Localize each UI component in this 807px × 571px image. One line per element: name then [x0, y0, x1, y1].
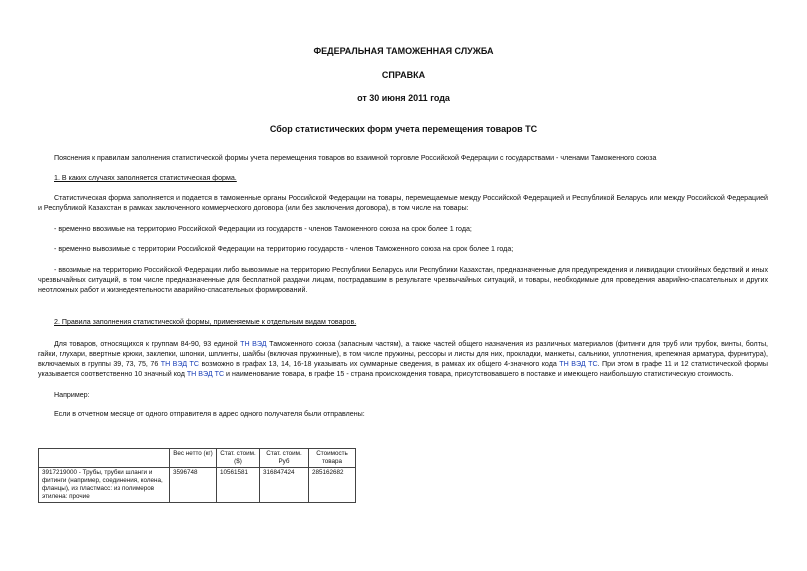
tnved-ts-link[interactable]: ТН ВЭД ТС — [559, 360, 598, 368]
table-cell: 285162682 — [309, 468, 356, 503]
doc-title: Сбор статистических форм учета перемещения товаров ТС — [269, 124, 538, 134]
goods-table — [38, 448, 356, 503]
example-text: Если в отчетном месяце от одного отправителя в адрес одного получателя были отправлены: — [54, 410, 365, 418]
tnved-ts-link[interactable]: ТН ВЭД ТС — [160, 360, 200, 368]
table-header-cell — [39, 449, 170, 468]
intro-paragraph: Пояснения к правилам заполнения статистической формы учета перемещения товаров во взаимной торговле Российской Федерации с государствами - членами Таможенного союза — [54, 154, 657, 162]
section1-bullet-1: - временно ввозимые на территорию Российской Федерации из государств - членов Таможенного союза на срок более 1 года; — [54, 225, 472, 233]
doc-date: от 30 июня 2011 года — [357, 93, 450, 103]
table-header-cell: Стоимость товара — [309, 449, 356, 468]
tnved-ts-link[interactable]: ТН ВЭД ТС — [186, 370, 225, 378]
doc-type: СПРАВКА — [381, 70, 426, 80]
section2-heading: 2. Правила заполнения статистической формы, применяемые к отдельным видам товаров. — [54, 318, 357, 326]
section1-bullet-2: - временно вывозимые с территории Российской Федерации на территорию государств - членов Таможенного союза на срок более 1 года; — [54, 245, 514, 253]
section1-heading: 1. В каких случаях заполняется статистическая форма. — [54, 174, 237, 182]
tnved-link[interactable]: ТН ВЭД — [240, 340, 267, 348]
table-header-cell: Стат. стоим. ($) — [217, 449, 260, 468]
section1-bullet-3: - ввозимые на территорию Российской Федерации либо вывозимые на территорию Республики Беларусь или Республики Казахстан, предназначенные для предупреждения и ликвидации стихийных бедствий и иных чрезвычайных ситуаций, в том числе предназначенные для бесплатной раздачи лицам, пострадавшим в результате чрезвычайных ситуаций, и товары, необходимые для проведения аварийно-спасательных и других неотложных работ и жизнедеятельности аварийно-спасательных формирований. — [38, 266, 768, 294]
table-header-cell: Вес нетто (кг) — [170, 449, 217, 468]
section1-paragraph: Статистическая форма заполняется и подается в таможенные органы Российской Федерации на товары, перемещаемые между Российской Федерацией и Республикой Беларусь или между Российской Федерацией и Республикой Казахстан в рамках заключенного коммерческого договора (или без заключения договора), в том числе на товары: — [38, 194, 768, 212]
section2-paragraph: Для товаров, относящихся к группам 84-90, 93 единой ТН ВЭД Таможенного союза (запасным частям), а также частей общего назначения из различных материалов (фитинги для труб или трубок, винты, болты, гайки, глухари, ввертные крюки, заклепки, шпонки, шплинты, шайбы (включая пружинные), в том числе пружины, рессоры и листы для них, прокладки, манжеты, сальники, уплотнения, крепежная арматура, фурнитура), включаемых в группы 39, 73, 75, 76 ТН ВЭД ТС возможно в графах 13, 14, 16-18 указывать их суммарные сведения, в рамках их общего 4-значного кода ТН ВЭД ТС. При этом в графе 11 и 12 статистической формы указывается соответственно 10 значный код ТН ВЭД ТС и наименование товара, в графе 15 - страна происхождения товара, присутствовавшего в поставке и имеющего наибольшую статистическую стоимость. — [38, 340, 769, 378]
table-row — [39, 468, 356, 503]
agency-title: ФЕДЕРАЛЬНАЯ ТАМОЖЕННАЯ СЛУЖБА — [313, 46, 494, 56]
table-cell: 10561581 — [217, 468, 260, 503]
table-cell: 3917219000 - Трубы, трубки шланги и фитинги (например, соединения, колена, фланцы), из пластмасс: из полимеров этилена: прочие — [39, 468, 170, 503]
table-header-row — [39, 449, 356, 468]
table-cell: 316847424 — [260, 468, 309, 503]
table-cell: 3596748 — [170, 468, 217, 503]
example-label: Например: — [54, 391, 90, 399]
table-header-cell: Стат. стоим. Руб — [260, 449, 309, 468]
